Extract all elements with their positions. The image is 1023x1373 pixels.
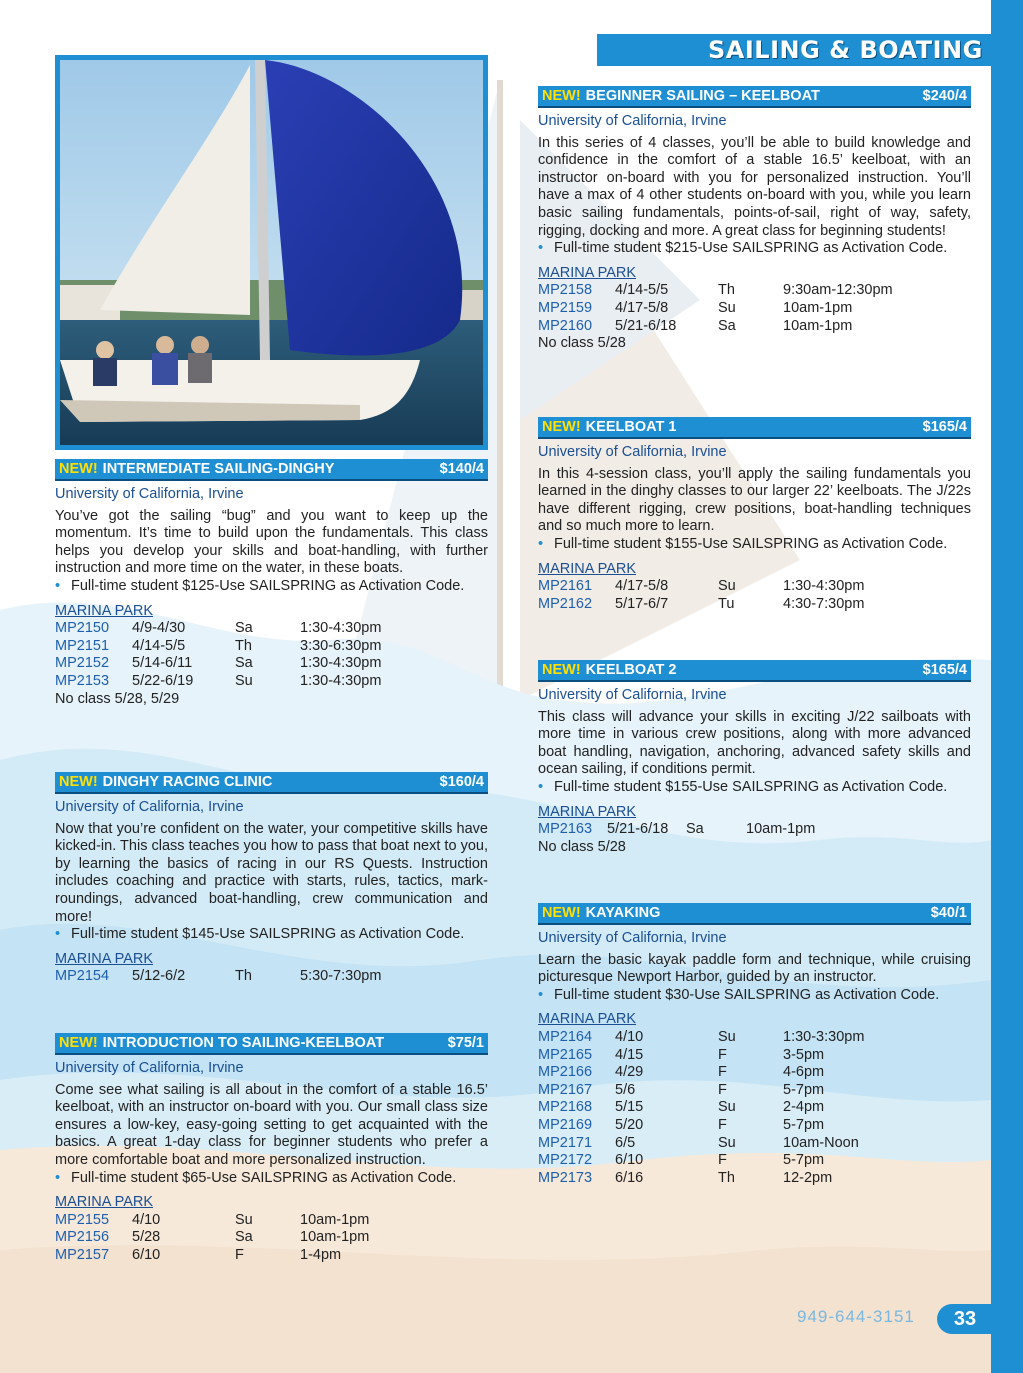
bullet-icon: • (538, 778, 544, 795)
student-discount: • Full-time student $155-Use SAILSPRING as Activation Code. (538, 535, 948, 552)
schedule-row (538, 1082, 971, 1100)
course-code[interactable]: MP2155 (55, 1211, 110, 1228)
course-dates: 5/12-6/2 (132, 968, 186, 985)
page-title: SAILING & BOATING (708, 36, 983, 64)
course-dates: 4/10 (132, 1211, 161, 1228)
course-day: Sa (235, 1229, 253, 1246)
course-title: INTRODUCTION TO SAILING-KEELBOAT (102, 1035, 385, 1051)
institution: University of California, Irvine (538, 930, 727, 946)
new-badge: NEW! (59, 774, 98, 790)
course-day: Su (718, 1028, 736, 1045)
course-time: 10am-1pm (783, 317, 853, 334)
course-time: 1:30-4:30pm (783, 578, 865, 595)
course-day: Su (718, 1099, 736, 1116)
schedule-row (55, 638, 488, 656)
course-time: 2-4pm (783, 1099, 825, 1116)
course-code[interactable]: MP2162 (538, 595, 593, 612)
student-discount: • Full-time student $155-Use SAILSPRING as Activation Code. (538, 778, 948, 795)
course-time: 1:30-3:30pm (783, 1028, 865, 1045)
course-day: Th (235, 968, 252, 985)
schedule-row (55, 1212, 488, 1230)
course-day: F (718, 1046, 727, 1063)
course-dates: 4/17-5/8 (615, 578, 669, 595)
course-dates: 5/28 (132, 1229, 161, 1246)
location-link[interactable]: MARINA PARK (538, 264, 637, 281)
page-number: 33 (937, 1304, 993, 1334)
section-header-bar (55, 772, 488, 794)
course-price: $165/4 (922, 419, 967, 435)
course-time: 1:30-4:30pm (300, 655, 382, 672)
course-code[interactable]: MP2172 (538, 1152, 593, 1169)
course-code[interactable]: MP2168 (538, 1099, 593, 1116)
institution: University of California, Irvine (55, 799, 244, 815)
course-dates: 6/10 (132, 1246, 161, 1263)
schedule-row (538, 1152, 971, 1170)
schedule-table (55, 1212, 488, 1265)
course-time: 10am-1pm (300, 1211, 370, 1228)
schedule-row (538, 282, 971, 300)
schedule-table (55, 620, 488, 690)
course-code[interactable]: MP2173 (538, 1169, 593, 1186)
bullet-icon: • (538, 240, 544, 257)
course-day: Su (718, 578, 736, 595)
course-dates: 5/17-6/7 (615, 595, 669, 612)
institution: University of California, Irvine (55, 1060, 244, 1076)
course-price: $75/1 (447, 1035, 484, 1051)
course-price: $160/4 (439, 774, 484, 790)
course-dates: 4/17-5/8 (615, 299, 669, 316)
course-time: 4:30-7:30pm (783, 595, 865, 612)
section-header-bar (538, 660, 971, 682)
course-code[interactable]: MP2156 (55, 1229, 110, 1246)
schedule-row (538, 1117, 971, 1135)
course-title: DINGHY RACING CLINIC (102, 774, 273, 790)
sailboat-illustration (60, 60, 483, 445)
course-time: 10am-Noon (783, 1134, 859, 1151)
bullet-icon: • (538, 986, 544, 1003)
course-dates: 5/15 (615, 1099, 644, 1116)
schedule-row (538, 1135, 971, 1153)
course-code[interactable]: MP2153 (55, 672, 110, 689)
section-keelboat-2 (538, 660, 971, 856)
section-header-bar (538, 86, 971, 108)
schedule-row (538, 300, 971, 318)
right-edge-bar (991, 0, 1023, 1373)
course-time: 5-7pm (783, 1081, 825, 1098)
course-day: Th (718, 282, 735, 299)
course-description: In this series of 4 classes, you’ll be able to build knowledge and confidence in the comfort of a stable 16.5’ keelboat, with an instructor on-board with you for personalized instruction. You’ll have a max of 4 other students on-board with you, while you learn basic sailing fundamentals, points-of-sail, right of way, safety, rigging, docking and more. A great class for beginning students! (538, 134, 971, 239)
course-time: 1:30-4:30pm (300, 672, 382, 689)
course-description: In this 4-session class, you’ll apply the sailing fundamentals you learned in the dinghy classes to our larger 22’ keelboats. The J/22s have different rigging, crew positions, boat-handling techniques and so much more to learn. (538, 465, 971, 535)
course-code[interactable]: MP2154 (55, 968, 110, 985)
course-code[interactable]: MP2167 (538, 1081, 593, 1098)
course-day: Su (718, 299, 736, 316)
schedule-row (55, 1247, 488, 1265)
schedule-row (538, 1170, 971, 1188)
course-time: 5-7pm (783, 1116, 825, 1133)
course-dates: 4/14-5/5 (132, 637, 186, 654)
course-day: F (235, 1246, 244, 1263)
schedule-row (538, 1047, 971, 1065)
course-dates: 5/21-6/18 (607, 821, 669, 838)
course-dates: 5/14-6/11 (132, 655, 193, 672)
course-day: Th (235, 637, 252, 654)
course-description: Now that you’re confident on the water, your competitive skills have kicked-in. This class teaches you how to pass that boat next to you, by learning the basics of racing in our RS Quests. Instruction includes coaching and practice with starts, rules, tactics, mark-roundings, advanced boat-handling, crew communication and more! (55, 820, 488, 925)
course-day: Su (718, 1134, 736, 1151)
schedule-table (55, 968, 488, 986)
course-code[interactable]: MP2152 (55, 655, 110, 672)
section-header-bar (55, 459, 488, 481)
schedule-table (538, 1029, 971, 1187)
course-title: KEELBOAT 1 (585, 419, 677, 435)
schedule-note: No class 5/28 (538, 335, 626, 352)
new-badge: NEW! (542, 662, 581, 678)
schedule-row (538, 1099, 971, 1117)
course-price: $240/4 (922, 88, 967, 104)
bullet-icon: • (538, 535, 544, 552)
course-title: INTERMEDIATE SAILING-DINGHY (102, 461, 335, 477)
location-link[interactable]: MARINA PARK (55, 950, 154, 967)
location-link[interactable]: MARINA PARK (538, 1011, 637, 1028)
course-price: $165/4 (922, 662, 967, 678)
course-day: Sa (235, 655, 253, 672)
course-code[interactable]: MP2166 (538, 1064, 593, 1081)
course-day: Th (718, 1169, 735, 1186)
location-link[interactable]: MARINA PARK (55, 602, 154, 619)
schedule-row (55, 673, 488, 691)
bullet-icon: • (55, 577, 61, 594)
bullet-icon: • (55, 1169, 61, 1186)
course-dates: 4/14-5/5 (615, 282, 669, 299)
course-title: KAYAKING (585, 905, 661, 921)
course-dates: 6/16 (615, 1169, 644, 1186)
schedule-table (538, 821, 971, 839)
course-description: This class will advance your skills in exciting J/22 sailboats with more time in various crew positions, along with more advanced boat handling, navigation, anchoring, advanced safety skills and ocean sailing, if conditions permit. (538, 708, 971, 778)
new-badge: NEW! (59, 461, 98, 477)
course-dates: 5/21-6/18 (615, 317, 677, 334)
course-day: F (718, 1152, 727, 1169)
bullet-icon: • (55, 926, 61, 943)
course-time: 12-2pm (783, 1169, 833, 1186)
location-link[interactable]: MARINA PARK (55, 1194, 154, 1211)
course-day: Tu (718, 595, 735, 612)
course-code[interactable]: MP2164 (538, 1028, 593, 1045)
course-title: BEGINNER SAILING – KEELBOAT (585, 88, 820, 104)
course-day: F (718, 1116, 727, 1133)
course-title: KEELBOAT 2 (585, 662, 677, 678)
institution: University of California, Irvine (538, 113, 727, 129)
course-code[interactable]: MP2161 (538, 578, 593, 595)
course-code[interactable]: MP2165 (538, 1046, 593, 1063)
course-time: 3-5pm (783, 1046, 825, 1063)
new-badge: NEW! (542, 88, 581, 104)
student-discount: • Full-time student $65-Use SAILSPRING as Activation Code. (55, 1169, 457, 1186)
course-time: 10am-1pm (746, 821, 816, 838)
section-beginner-sailing-keelboat (538, 86, 971, 353)
course-code[interactable]: MP2158 (538, 282, 593, 299)
schedule-row (55, 1229, 488, 1247)
section-intermediate-sailing-dinghy (55, 459, 488, 708)
sailboat-photo (55, 55, 488, 450)
new-badge: NEW! (59, 1035, 98, 1051)
course-time: 3:30-6:30pm (300, 637, 382, 654)
course-price: $40/1 (930, 905, 967, 921)
section-kayaking (538, 903, 971, 1187)
course-time: 10am-1pm (783, 299, 853, 316)
course-code[interactable]: MP2150 (55, 620, 110, 637)
schedule-note: No class 5/28 (538, 838, 626, 855)
course-day: F (718, 1081, 727, 1098)
course-dates: 6/5 (615, 1134, 636, 1151)
course-dates: 4/15 (615, 1046, 644, 1063)
course-dates: 5/6 (615, 1081, 636, 1098)
course-description: You’ve got the sailing “bug” and you want to keep up the momentum. It’s time to build upon the fundamentals. This class helps you develop your skills and boat-handling, with further instruction and more time on the water, in these boats. (55, 507, 488, 577)
course-day: F (718, 1064, 727, 1081)
section-header-bar (55, 1033, 488, 1055)
schedule-row (538, 318, 971, 336)
student-discount: • Full-time student $125-Use SAILSPRING as Activation Code. (55, 577, 465, 594)
course-day: Sa (686, 821, 704, 838)
course-code[interactable]: MP2160 (538, 317, 593, 334)
course-description: Learn the basic kayak paddle form and technique, while cruising picturesque Newport Harbor, guided by an instructor. (538, 951, 971, 986)
course-time: 5-7pm (783, 1152, 825, 1169)
course-day: Su (235, 672, 253, 689)
course-time: 1:30-4:30pm (300, 620, 382, 637)
course-time: 1-4pm (300, 1246, 342, 1263)
course-time: 10am-1pm (300, 1229, 370, 1246)
schedule-table (538, 578, 971, 613)
section-keelboat-1 (538, 417, 971, 613)
course-time: 9:30am-12:30pm (783, 282, 893, 299)
course-code[interactable]: MP2163 (538, 821, 593, 838)
course-code[interactable]: MP2151 (55, 637, 110, 654)
course-time: 5:30-7:30pm (300, 968, 382, 985)
course-day: Su (235, 1211, 253, 1228)
course-code[interactable]: MP2169 (538, 1116, 593, 1133)
schedule-row (538, 578, 971, 596)
course-dates: 5/22-6/19 (132, 672, 194, 689)
new-badge: NEW! (542, 419, 581, 435)
student-discount: • Full-time student $145-Use SAILSPRING as Activation Code. (55, 926, 465, 943)
schedule-row (538, 596, 971, 614)
schedule-row (538, 1029, 971, 1047)
new-badge: NEW! (542, 905, 581, 921)
section-dinghy-racing-clinic (55, 772, 488, 986)
section-header-bar (538, 903, 971, 925)
schedule-row (55, 655, 488, 673)
course-description: Come see what sailing is all about in the comfort of a stable 16.5’ keelboat, with an instructor on-board with you. Our small class size ensures a low-key, easy-going setting to get acquainted with the basics. A great 1-day class for beginner students who prefer a more comfortable boat and more personalized instruction. (55, 1081, 488, 1168)
course-code[interactable]: MP2171 (538, 1134, 593, 1151)
institution: University of California, Irvine (538, 444, 727, 460)
section-intro-sailing-keelboat (55, 1033, 488, 1265)
schedule-row (538, 1064, 971, 1082)
course-dates: 5/20 (615, 1116, 644, 1133)
course-day: Sa (235, 620, 253, 637)
course-dates: 4/9-4/30 (132, 620, 186, 637)
course-dates: 4/29 (615, 1064, 644, 1081)
location-link[interactable]: MARINA PARK (538, 803, 637, 820)
course-price: $140/4 (439, 461, 484, 477)
section-header-bar (538, 417, 971, 439)
institution: University of California, Irvine (55, 486, 244, 502)
course-dates: 4/10 (615, 1028, 644, 1045)
course-code[interactable]: MP2159 (538, 299, 593, 316)
schedule-note: No class 5/28, 5/29 (55, 690, 180, 707)
institution: University of California, Irvine (538, 687, 727, 703)
phone-number: 949-644-3151 (797, 1307, 915, 1326)
schedule-table (538, 282, 971, 335)
course-dates: 6/10 (615, 1152, 644, 1169)
schedule-row (55, 620, 488, 638)
schedule-row (538, 821, 971, 839)
student-discount: • Full-time student $30-Use SAILSPRING as Activation Code. (538, 986, 940, 1003)
course-code[interactable]: MP2157 (55, 1246, 110, 1263)
location-link[interactable]: MARINA PARK (538, 560, 637, 577)
course-day: Sa (718, 317, 736, 334)
schedule-row (55, 968, 488, 986)
course-time: 4-6pm (783, 1064, 825, 1081)
student-discount: • Full-time student $215-Use SAILSPRING as Activation Code. (538, 240, 948, 257)
